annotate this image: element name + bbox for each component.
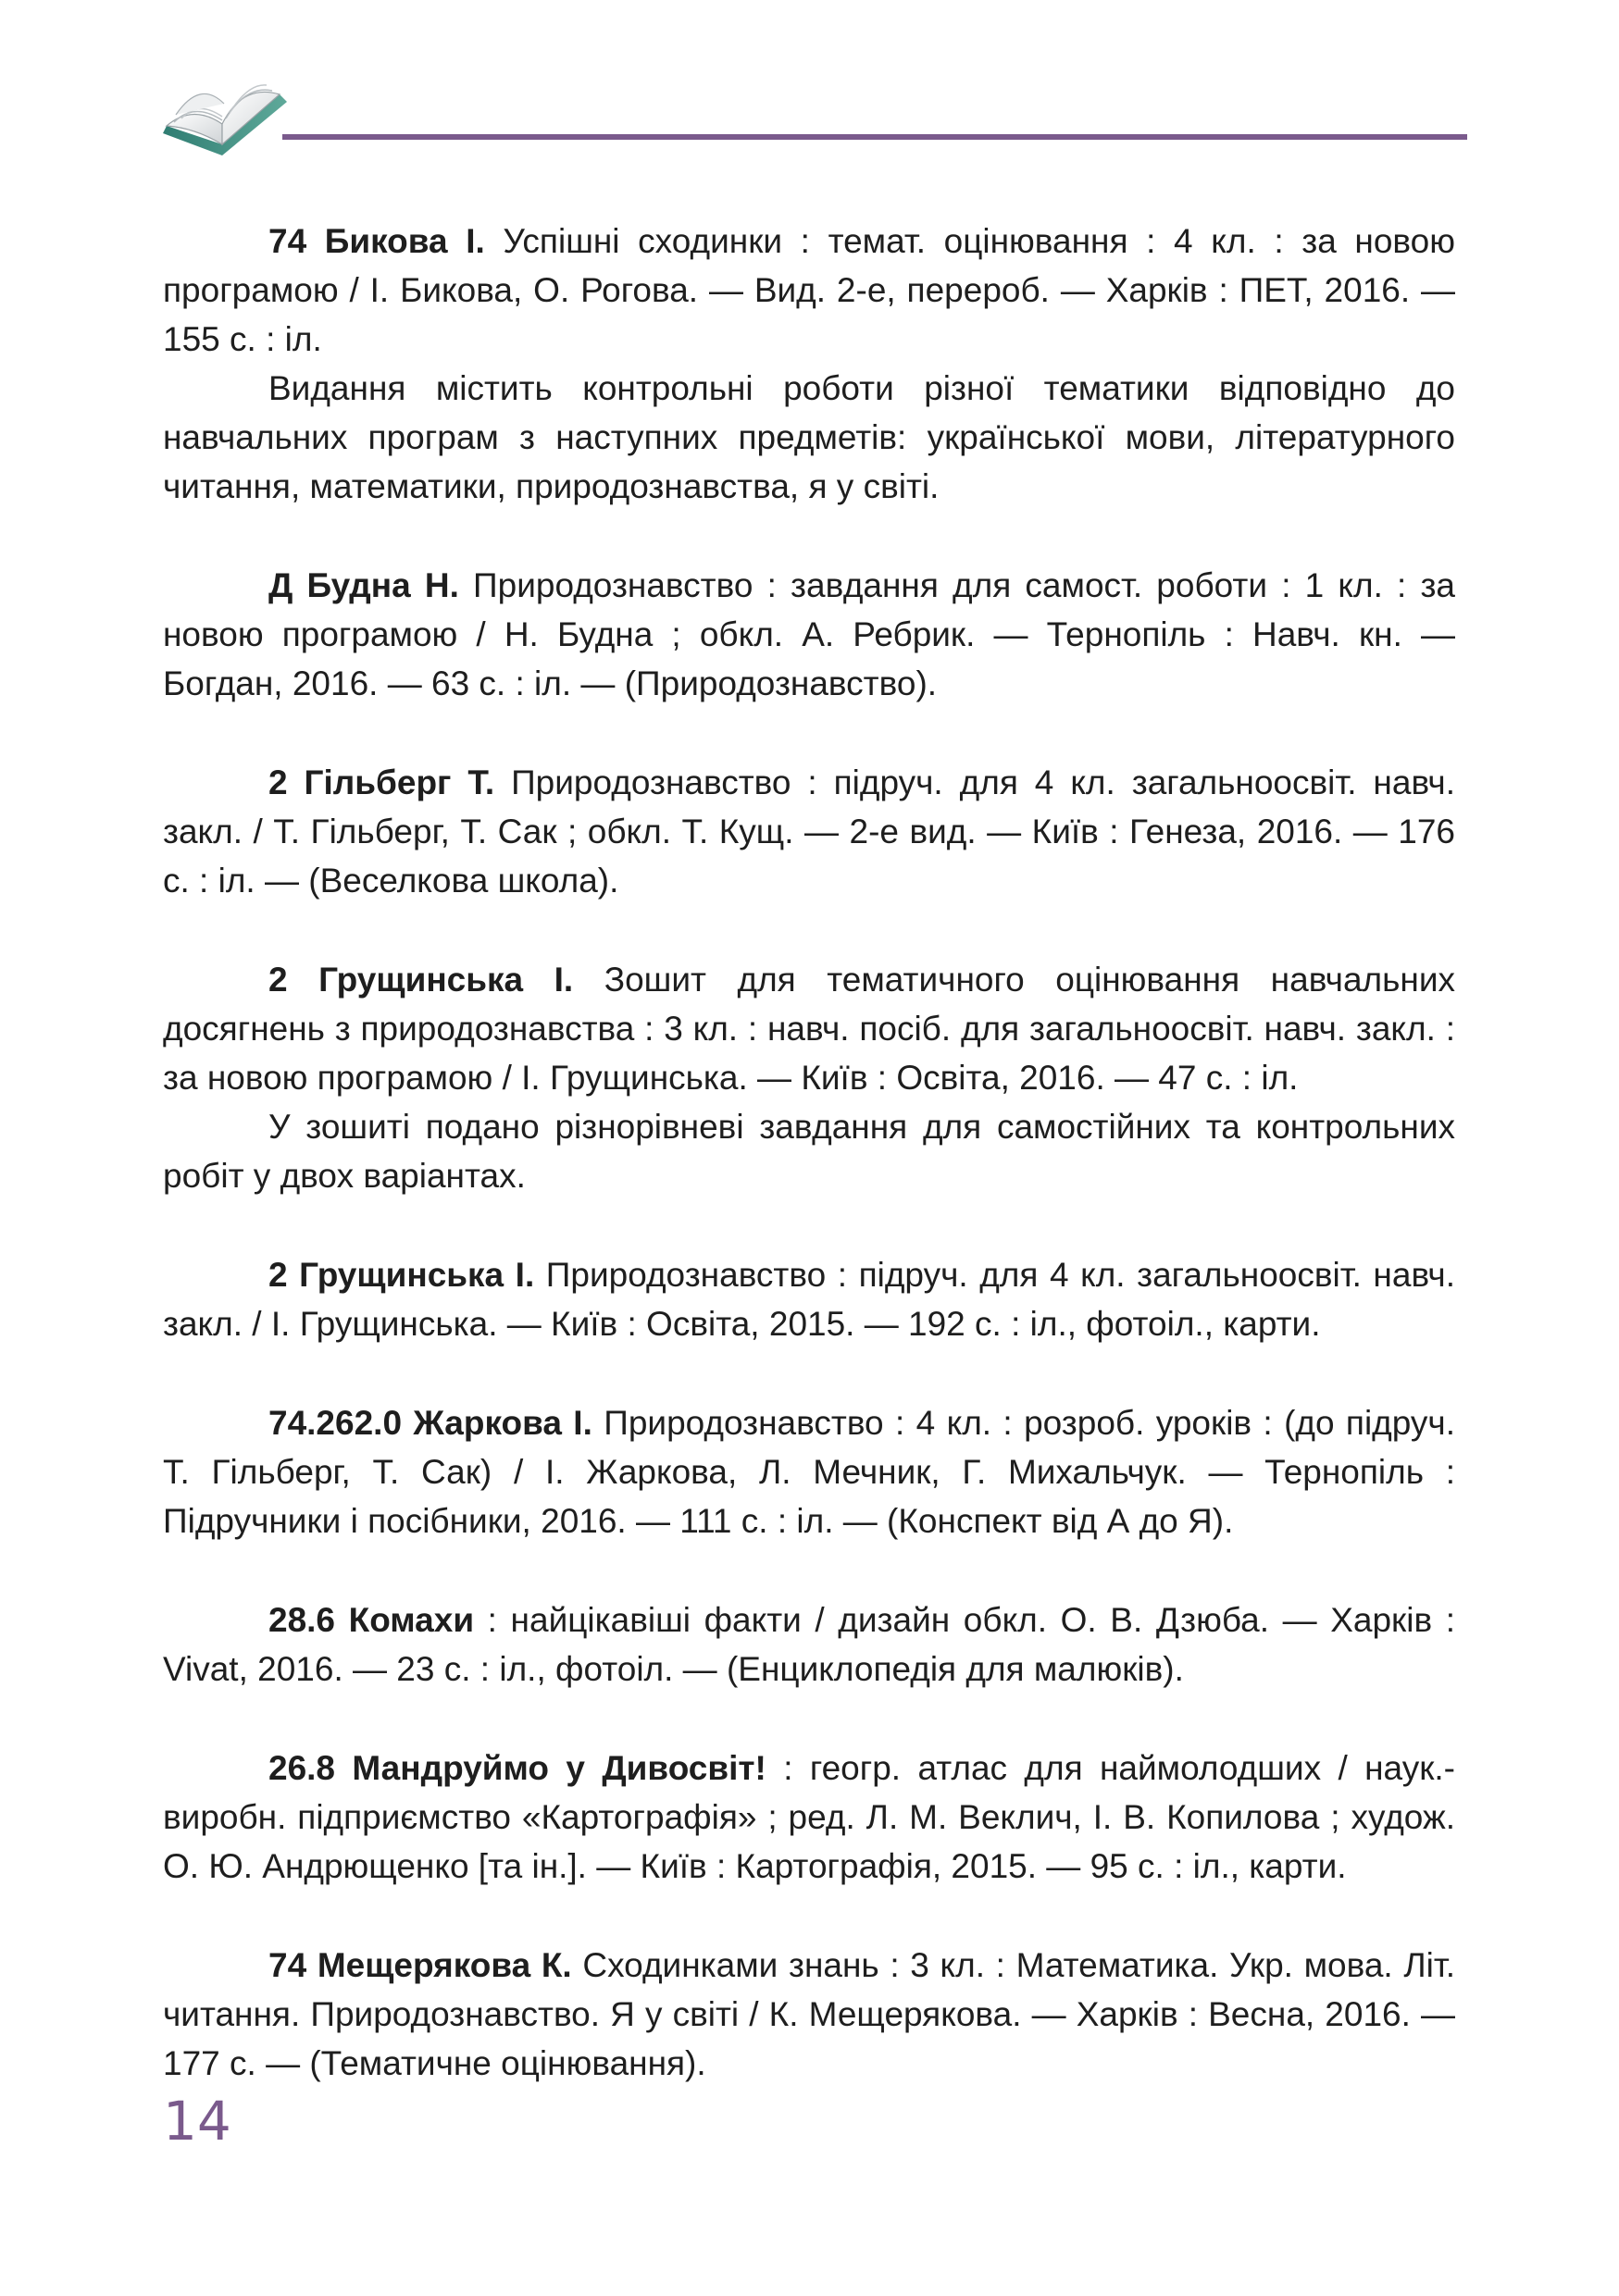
bibliography-entry — [163, 1398, 1455, 1545]
entry-description: : геогр. атлас для наймолодших / наук.-виробн. підприємство «Картографія» ; ред. Л. М. Веклич, І. В. Копилова ; худож. О. Ю. Андрющенко [та ін.]. — Київ : Картографія, 2015. — 95 с. : іл., карти. — [163, 1749, 1456, 1885]
entry-heading: 74 Бикова І. — [268, 222, 485, 260]
entry-text — [163, 758, 1455, 905]
entry-description: Природознавство : 4 кл. : розроб. уроків : (до підруч. Т. Гільберг, Т. Сак) / І. Жаркова, Л. Мечник, Г. Михальчук. — Тернопіль : Підручники і посібники, 2016. — 111 с. : іл. — (Конспект від А до Я). — [163, 1404, 1455, 1540]
entry-heading: 2 Грущинська І. — [268, 1256, 535, 1294]
bibliography-entry — [163, 1744, 1455, 1891]
entry-heading: 2 Грущинська І. — [268, 961, 574, 999]
bibliography-entry — [163, 561, 1455, 708]
bibliography-entry — [163, 1595, 1455, 1694]
entry-description: Природознавство : завдання для самост. роботи : 1 кл. : за новою програмою / Н. Будна ; обкл. А. Ребрик. — Тернопіль : Навч. кн. — Богдан, 2016. — 63 с. : іл. — (Природознавство). — [163, 566, 1455, 702]
bibliography-entry — [163, 1941, 1455, 2088]
entry-heading: 2 Гільберг Т. — [268, 763, 495, 801]
entry-text — [163, 1250, 1455, 1348]
entry-text — [163, 561, 1455, 708]
bibliography-list — [163, 217, 1455, 2138]
entry-description: Природознавство : підруч. для 4 кл. загальноосвіт. навч. закл. / І. Грущинська. — Київ : Освіта, 2015. — 192 с. : іл., фотоіл., карти. — [163, 1256, 1455, 1343]
header-rule — [282, 134, 1467, 140]
entry-heading: Д Будна Н. — [268, 566, 459, 604]
open-book-icon — [157, 67, 292, 164]
bibliography-entry — [163, 217, 1455, 511]
entry-text — [163, 217, 1455, 364]
entry-heading: 28.6 Комахи — [268, 1601, 475, 1639]
entry-text — [163, 1744, 1455, 1891]
bibliography-entry — [163, 758, 1455, 905]
entry-heading: 74 Мещерякова К. — [268, 1946, 572, 1984]
bibliography-entry — [163, 955, 1455, 1200]
page-number: 14 — [163, 2090, 231, 2153]
entry-description: : найцікавіші факти / дизайн обкл. О. В. Дзюба. — Харків : Vivat, 2016. — 23 с. : іл., фотоіл. — (Енциклопедія для малюків). — [163, 1601, 1455, 1688]
entry-text — [163, 1595, 1455, 1694]
entry-annotation: У зошиті подано різнорівневі завдання для самостійних та контрольних робіт у двох варіантах. — [163, 1108, 1455, 1195]
entry-annotation: Видання містить контрольні роботи різної тематики відповідно до навчальних програм з наступних предметів: української мови, літературного читання, математики, природознавства, я у світі. — [163, 369, 1455, 505]
bibliography-entry — [163, 1250, 1455, 1348]
entry-description: Природознавство : підруч. для 4 кл. загальноосвіт. навч. закл. / Т. Гільберг, Т. Сак ; обкл. Т. Кущ. — 2-е вид. — Київ : Генеза, 2016. — 176 с. : іл. — (Веселкова школа). — [163, 763, 1455, 900]
entry-heading: 74.262.0 Жаркова І. — [268, 1404, 592, 1442]
entry-text — [163, 955, 1455, 1102]
entry-heading: 26.8 Мандруймо у Дивосвіт! — [268, 1749, 766, 1787]
entry-description: Зошит для тематичного оцінювання навчальних досягнень з природознавства : 3 кл. : навч. посіб. для загальноосвіт. навч. закл. : за новою програмою / І. Грущинська. — Київ : Освіта, 2016. — 47 с. : іл. — [163, 961, 1456, 1097]
entry-description: Успішні сходинки : темат. оцінювання : 4 кл. : за новою програмою / І. Бикова, О. Рогова. — Вид. 2-е, перероб. — Харків : ПЕТ, 2016. — 155 с. : іл. — [163, 222, 1455, 358]
entry-text — [163, 1398, 1455, 1545]
entry-description: Сходинками знань : 3 кл. : Математика. Укр. мова. Літ. читання. Природознавство. Я у світі / К. Мещерякова. — Харків : Весна, 2016. — 177 с. — (Тематичне оцінювання). — [163, 1946, 1455, 2082]
entry-text — [163, 1941, 1455, 2088]
